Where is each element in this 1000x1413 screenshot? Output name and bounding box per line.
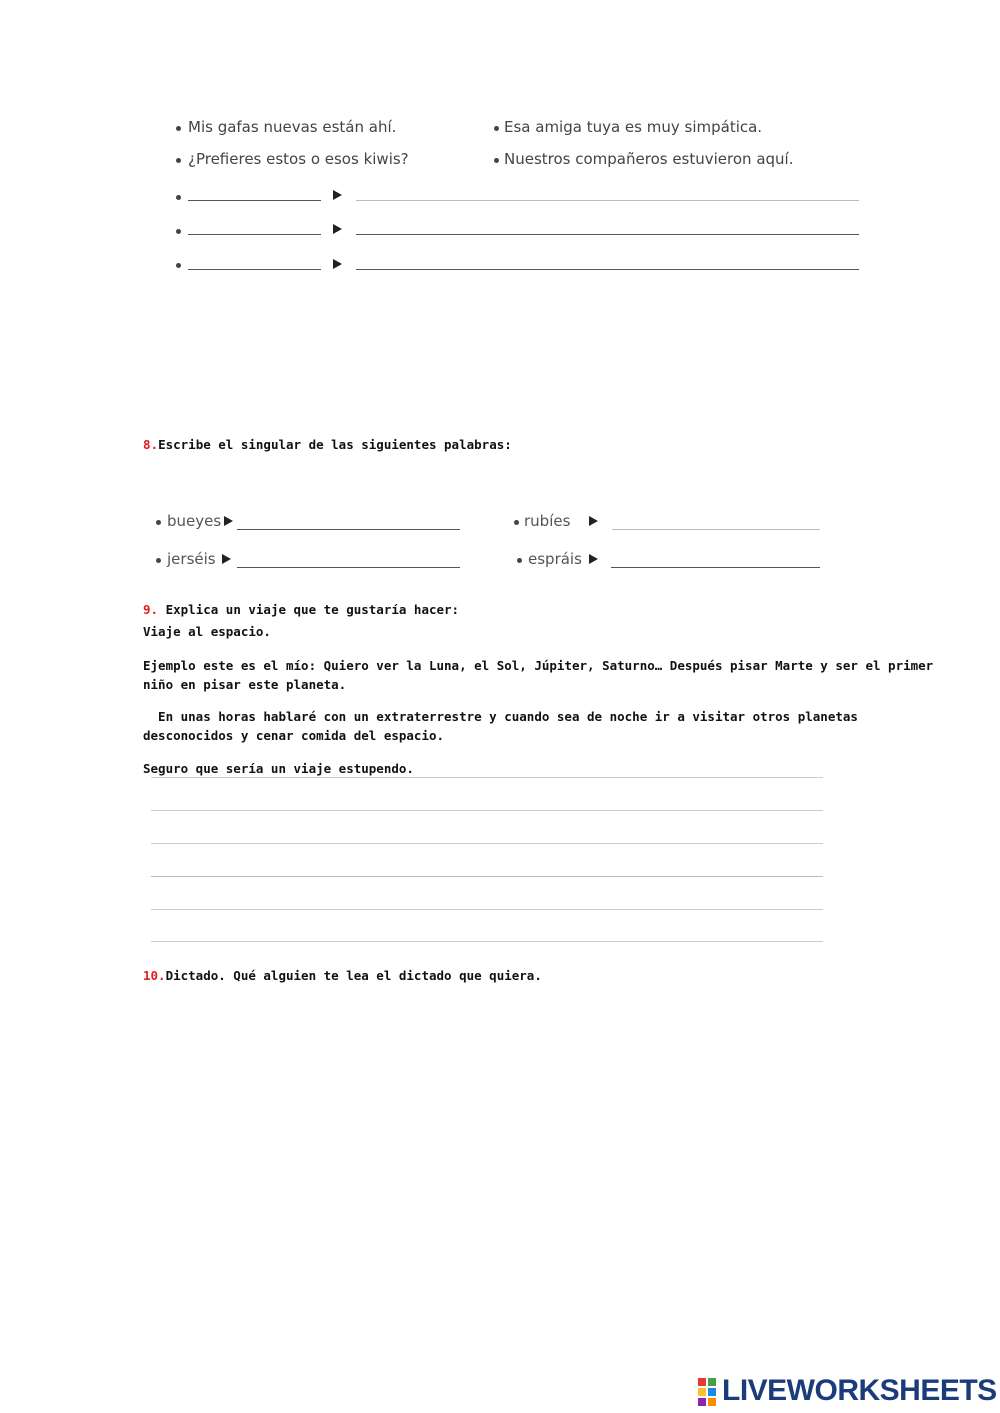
answer-blank[interactable] xyxy=(612,529,820,530)
essay-text-line: En unas horas hablaré con un extraterrestre y cuando sea de noche ir a visitar otros planetas xyxy=(143,709,858,724)
bullet xyxy=(517,558,522,563)
exercise-instruction: Explica un viaje que te gustaría hacer: xyxy=(158,602,460,617)
bullet xyxy=(176,126,181,131)
essay-text-line: Ejemplo este es el mío: Quiero ver la Luna, el Sol, Júpiter, Saturno… Después pisar Marte y ser el primer xyxy=(143,658,934,673)
answer-blank-long[interactable] xyxy=(356,269,859,270)
writing-line[interactable] xyxy=(151,777,823,778)
arrow-icon xyxy=(589,516,598,526)
liveworksheets-logo: LIVEWORKSHEETS xyxy=(722,1374,997,1407)
answer-blank-long[interactable] xyxy=(356,234,859,235)
answer-blank[interactable] xyxy=(611,567,820,568)
example-sentence: ¿Prefieres estos o esos kiwis? xyxy=(188,150,409,168)
liveworksheets-logo-icon xyxy=(698,1378,718,1406)
bullet xyxy=(156,520,161,525)
arrow-icon xyxy=(222,554,231,564)
exercise-number: 8. xyxy=(143,437,159,452)
example-sentence: Esa amiga tuya es muy simpática. xyxy=(504,118,763,136)
answer-blank-short[interactable] xyxy=(188,234,321,235)
exercise-instruction: Escribe el singular de las siguientes palabras: xyxy=(158,437,512,452)
bullet xyxy=(514,520,519,525)
writing-line[interactable] xyxy=(151,909,823,910)
exercise-9-heading xyxy=(143,602,459,617)
arrow-icon xyxy=(224,516,233,526)
answer-blank-short[interactable] xyxy=(188,269,321,270)
essay-text-line: desconocidos y cenar comida del espacio. xyxy=(143,728,445,743)
bullet xyxy=(176,229,181,234)
arrow-icon xyxy=(333,190,342,200)
bullet xyxy=(176,158,181,163)
example-sentence: Nuestros compañeros estuvieron aquí. xyxy=(504,150,794,168)
arrow-icon xyxy=(333,259,342,269)
exercise-8-heading xyxy=(143,437,512,452)
example-sentence: Mis gafas nuevas están ahí. xyxy=(188,118,397,136)
answer-blank-long[interactable] xyxy=(356,200,859,201)
exercise-number: 10. xyxy=(143,968,166,983)
bullet xyxy=(156,558,161,563)
arrow-icon xyxy=(589,554,598,564)
bullet xyxy=(494,158,499,163)
essay-title: Viaje al espacio. xyxy=(143,624,271,639)
writing-line[interactable] xyxy=(151,876,823,877)
essay-text-line: niño en pisar este planeta. xyxy=(143,677,347,692)
bullet xyxy=(176,195,181,200)
word-item: bueyes xyxy=(167,512,222,530)
bullet xyxy=(176,263,181,268)
arrow-icon xyxy=(333,224,342,234)
word-item: espráis xyxy=(528,550,582,568)
answer-blank[interactable] xyxy=(237,567,460,568)
exercise-number: 9. xyxy=(143,602,159,617)
bullet xyxy=(494,126,499,131)
exercise-instruction: Dictado. Qué alguien te lea el dictado que quiera. xyxy=(165,968,542,983)
answer-blank-short[interactable] xyxy=(188,200,321,201)
word-item: jerséis xyxy=(167,550,216,568)
essay-text-line: Seguro que sería un viaje estupendo. xyxy=(143,761,414,776)
word-item: rubíes xyxy=(524,512,571,530)
writing-line[interactable] xyxy=(151,810,823,811)
writing-line[interactable] xyxy=(151,843,823,844)
exercise-10-heading xyxy=(143,968,542,983)
writing-line[interactable] xyxy=(151,941,823,942)
answer-blank[interactable] xyxy=(237,529,460,530)
